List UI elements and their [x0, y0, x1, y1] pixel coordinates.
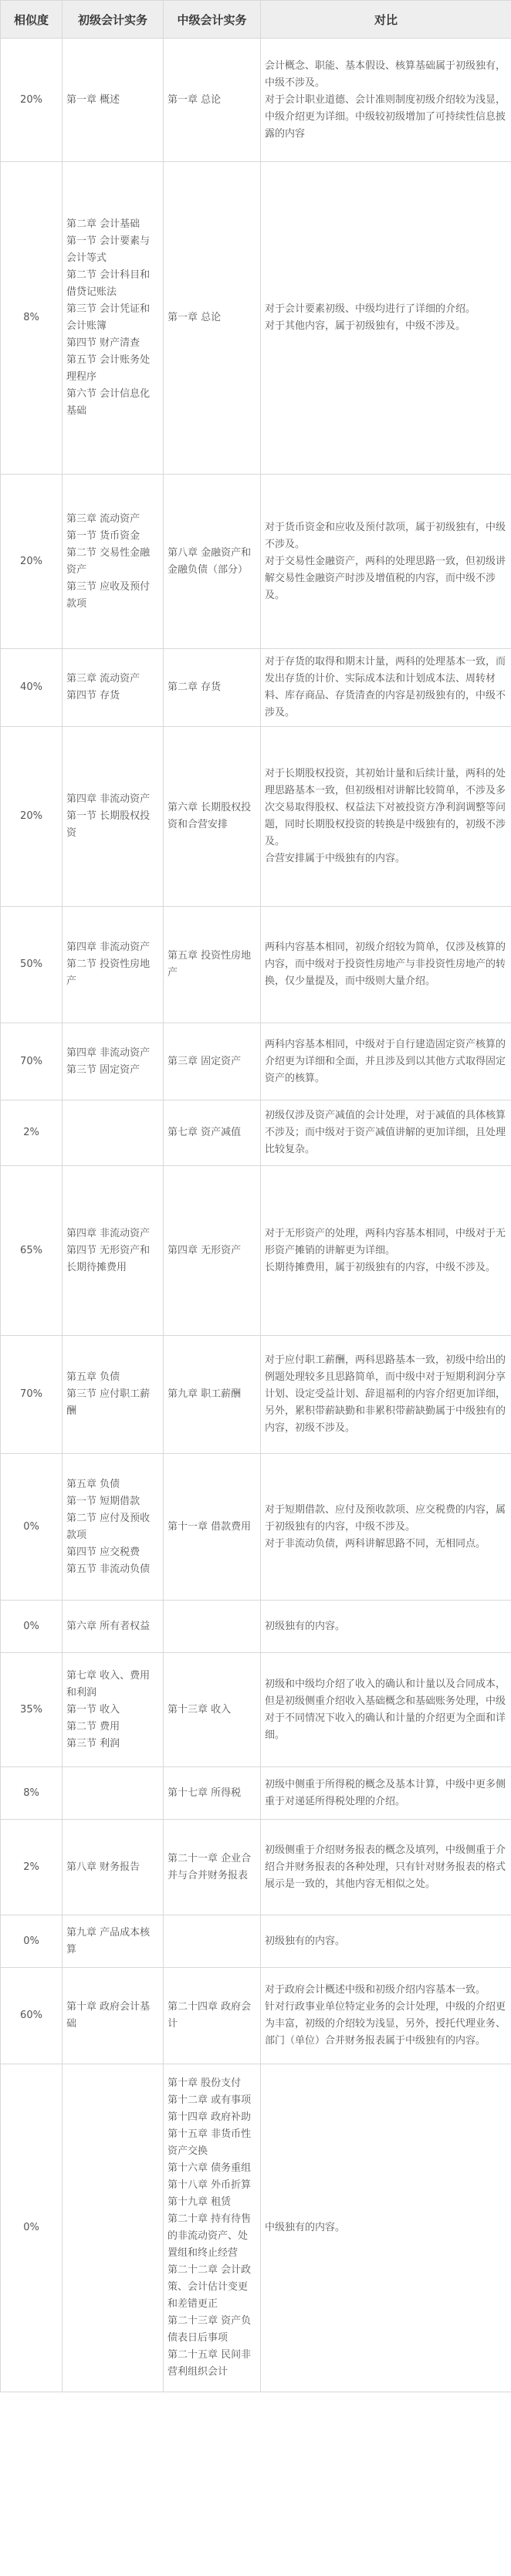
- similarity-cell: 8%: [1, 1767, 63, 1820]
- junior-chapter-cell: 第十章 政府会计基础: [63, 1968, 164, 2064]
- comparison-cell: 初级和中级均介绍了收入的确认和计量以及合同成本，但是初级侧重介绍收入基础概念和基础账务处理，中级对于不同情况下收入的确认和计量的介绍更为全面和详细。: [261, 1653, 511, 1767]
- similarity-cell: 65%: [1, 1166, 63, 1336]
- table-row: [1, 2064, 511, 2392]
- similarity-cell: 70%: [1, 1023, 63, 1100]
- similarity-cell: 20%: [1, 475, 63, 649]
- intermediate-chapter-cell: 第十七章 所得税: [164, 1767, 261, 1820]
- table-row: [1, 1601, 511, 1653]
- similarity-cell: 35%: [1, 1653, 63, 1767]
- comparison-cell: 两科内容基本相同，中级对于自行建造固定资产核算的介绍更为详细和全面，并且涉及到以其他方式取得固定资产的核算。: [261, 1023, 511, 1100]
- table-row: [1, 39, 511, 162]
- intermediate-chapter-cell: 第十三章 收入: [164, 1653, 261, 1767]
- similarity-cell: 2%: [1, 1100, 63, 1166]
- comparison-cell: 初级仅涉及资产减值的会计处理，对于减值的具体核算不涉及；而中级对于资产减值讲解的更加详细，且处理比较复杂。: [261, 1100, 511, 1166]
- comparison-cell: 对于长期股权投资，其初始计量和后续计量，两科的处理思路基本一致，但初级相对讲解比较简单，不涉及多次交易取得股权、权益法下对被投资方净利润调整等问题，同时长期股权投资的转换是中级独有的，初级不涉及。 合营安排属于中级独有的内容。: [261, 727, 511, 907]
- comparison-cell: 对于应付职工薪酬，两科思路基本一致，初级中给出的例题处理较多且思路简单，而中级中对于短期利润分享计划、设定受益计划、辞退福利的内容介绍更加详细，另外，累积带薪缺勤和非累积带薪缺勤属于中级独有的内容，初级不涉及。: [261, 1336, 511, 1454]
- similarity-cell: 2%: [1, 1820, 63, 1915]
- table-row: [1, 1023, 511, 1100]
- intermediate-chapter-cell: 第八章 金融资产和金融负债（部分）: [164, 475, 261, 649]
- intermediate-chapter-cell: 第一章 总论: [164, 39, 261, 162]
- intermediate-chapter-cell: 第三章 固定资产: [164, 1023, 261, 1100]
- comparison-cell: 对于货币资金和应收及预付款项，属于初级独有，中级不涉及。 对于交易性金融资产，两科的处理思路一致，但初级讲解交易性金融资产时涉及增值税的内容，而中级不涉及。: [261, 475, 511, 649]
- table-row: [1, 1454, 511, 1601]
- table-row: [1, 1100, 511, 1166]
- junior-chapter-cell: 第四章 非流动资产 第一节 长期股权投资: [63, 727, 164, 907]
- table-row: [1, 1166, 511, 1336]
- table-row: [1, 907, 511, 1023]
- header-similarity: 相似度: [1, 1, 63, 39]
- intermediate-chapter-cell: 第七章 资产减值: [164, 1100, 261, 1166]
- comparison-cell: 两科内容基本相同，初级介绍较为简单，仅涉及核算的内容，而中级对于投资性房地产与非投资性房地产的转换，仅少量提及，而中级则大量介绍。: [261, 907, 511, 1023]
- junior-chapter-cell: [63, 1100, 164, 1166]
- junior-chapter-cell: 第八章 财务报告: [63, 1820, 164, 1915]
- comparison-cell: 中级独有的内容。: [261, 2064, 511, 2392]
- table-header-row: [1, 1, 511, 39]
- intermediate-chapter-cell: 第一章 总论: [164, 162, 261, 475]
- junior-chapter-cell: [63, 2064, 164, 2392]
- table-row: [1, 162, 511, 475]
- table-row: [1, 1915, 511, 1968]
- similarity-cell: 0%: [1, 1454, 63, 1601]
- comparison-cell: 初级独有的内容。: [261, 1601, 511, 1653]
- junior-chapter-cell: 第五章 负债 第三节 应付职工薪酬: [63, 1336, 164, 1454]
- intermediate-chapter-cell: 第九章 职工薪酬: [164, 1336, 261, 1454]
- similarity-cell: 8%: [1, 162, 63, 475]
- intermediate-chapter-cell: 第十一章 借款费用: [164, 1454, 261, 1601]
- junior-chapter-cell: 第四章 非流动资产 第三节 固定资产: [63, 1023, 164, 1100]
- comparison-cell: 对于会计要素初级、中级均进行了详细的介绍。 对于其他内容，属于初级独有，中级不涉及。: [261, 162, 511, 475]
- junior-chapter-cell: 第二章 会计基础 第一节 会计要素与会计等式 第二节 会计科目和借贷记账法 第三节 会计凭证和会计账簿 第四节 财产清查 第五节 会计账务处理程序 第六节 会计信息化基础: [63, 162, 164, 475]
- table-row: [1, 1653, 511, 1767]
- comparison-cell: 对于政府会计概述中级和初级介绍内容基本一致。 针对行政事业单位特定业务的会计处理，中级的介绍更为丰富，初级的介绍较为浅显，另外，授托代理业务、部门（单位）合并财务报表属于中级独有的内容。: [261, 1968, 511, 2064]
- similarity-cell: 20%: [1, 727, 63, 907]
- intermediate-chapter-cell: 第二十四章 政府会计: [164, 1968, 261, 2064]
- comparison-cell: 初级独有的内容。: [261, 1915, 511, 1968]
- comparison-cell: 对于存货的取得和期末计量，两科的处理基本一致，而发出存货的计价、实际成本法和计划成本法、周转材料、库存商品、存货清查的内容是初级独有的，中级不涉及。: [261, 649, 511, 727]
- junior-chapter-cell: 第九章 产品成本核算: [63, 1915, 164, 1968]
- intermediate-chapter-cell: 第二十一章 企业合并与合并财务报表: [164, 1820, 261, 1915]
- table-row: [1, 475, 511, 649]
- junior-chapter-cell: 第七章 收入、费用和利润 第一节 收入 第二节 费用 第三节 利润: [63, 1653, 164, 1767]
- junior-chapter-cell: [63, 1767, 164, 1820]
- intermediate-chapter-cell: 第十章 股份支付 第十二章 或有事项 第十四章 政府补助 第十五章 非货币性资产交换 第十六章 债务重组 第十八章 外币折算 第十九章 租赁 第二十章 持有待售的非流动资产、处置组和终止经营 第二十二章 会计政策、会计估计变更和差错更正 第二十三章 资产负债表日后事项 第二十五章 民间非营利组织会计: [164, 2064, 261, 2392]
- intermediate-chapter-cell: 第四章 无形资产: [164, 1166, 261, 1336]
- table-row: [1, 1820, 511, 1915]
- table-row: [1, 649, 511, 727]
- junior-chapter-cell: 第五章 负债 第一节 短期借款 第二节 应付及预收款项 第四节 应交税费 第五节 非流动负债: [63, 1454, 164, 1601]
- comparison-cell: 对于短期借款、应付及预收款项、应交税费的内容，属于初级独有的内容，中级不涉及。 对于非流动负债，两科讲解思路不同，无相同点。: [261, 1454, 511, 1601]
- intermediate-chapter-cell: [164, 1915, 261, 1968]
- header-junior-accounting: 初级会计实务: [63, 1, 164, 39]
- junior-chapter-cell: 第一章 概述: [63, 39, 164, 162]
- junior-chapter-cell: 第三章 流动资产 第一节 货币资金 第二节 交易性金融资产 第三节 应收及预付款项: [63, 475, 164, 649]
- junior-chapter-cell: 第四章 非流动资产 第四节 无形资产和长期待摊费用: [63, 1166, 164, 1336]
- junior-chapter-cell: 第六章 所有者权益: [63, 1601, 164, 1653]
- table-row: [1, 1968, 511, 2064]
- comparison-cell: 初级侧重于介绍财务报表的概念及填列，中级侧重于介绍合并财务报表的各种处理，只有针对财务报表的格式展示是一致的，其他内容无相似之处。: [261, 1820, 511, 1915]
- similarity-cell: 60%: [1, 1968, 63, 2064]
- similarity-cell: 0%: [1, 1601, 63, 1653]
- similarity-cell: 20%: [1, 39, 63, 162]
- junior-chapter-cell: 第四章 非流动资产 第二节 投资性房地产: [63, 907, 164, 1023]
- similarity-cell: 50%: [1, 907, 63, 1023]
- table-row: [1, 1336, 511, 1454]
- similarity-cell: 40%: [1, 649, 63, 727]
- intermediate-chapter-cell: [164, 1601, 261, 1653]
- intermediate-chapter-cell: 第六章 长期股权投资和合营安排: [164, 727, 261, 907]
- comparison-cell: 对于无形资产的处理，两科内容基本相同，中级对于无形资产摊销的讲解更为详细。 长期待摊费用，属于初级独有的内容，中级不涉及。: [261, 1166, 511, 1336]
- table-row: [1, 1767, 511, 1820]
- similarity-cell: 70%: [1, 1336, 63, 1454]
- table-row: [1, 727, 511, 907]
- intermediate-chapter-cell: 第五章 投资性房地产: [164, 907, 261, 1023]
- comparison-cell: 会计概念、职能、基本假设、核算基础属于初级独有，中级不涉及。 对于会计职业道德、会计准则制度初级介绍较为浅显，中级介绍更为详细。中级较初级增加了可持续性信息披露的内容: [261, 39, 511, 162]
- comparison-cell: 初级中侧重于所得税的概念及基本计算，中级中更多侧重于对递延所得税处理的介绍。: [261, 1767, 511, 1820]
- junior-chapter-cell: 第三章 流动资产 第四节 存货: [63, 649, 164, 727]
- similarity-cell: 0%: [1, 2064, 63, 2392]
- similarity-cell: 0%: [1, 1915, 63, 1968]
- header-intermediate-accounting: 中级会计实务: [164, 1, 261, 39]
- header-comparison: 对比: [261, 1, 511, 39]
- intermediate-chapter-cell: 第二章 存货: [164, 649, 261, 727]
